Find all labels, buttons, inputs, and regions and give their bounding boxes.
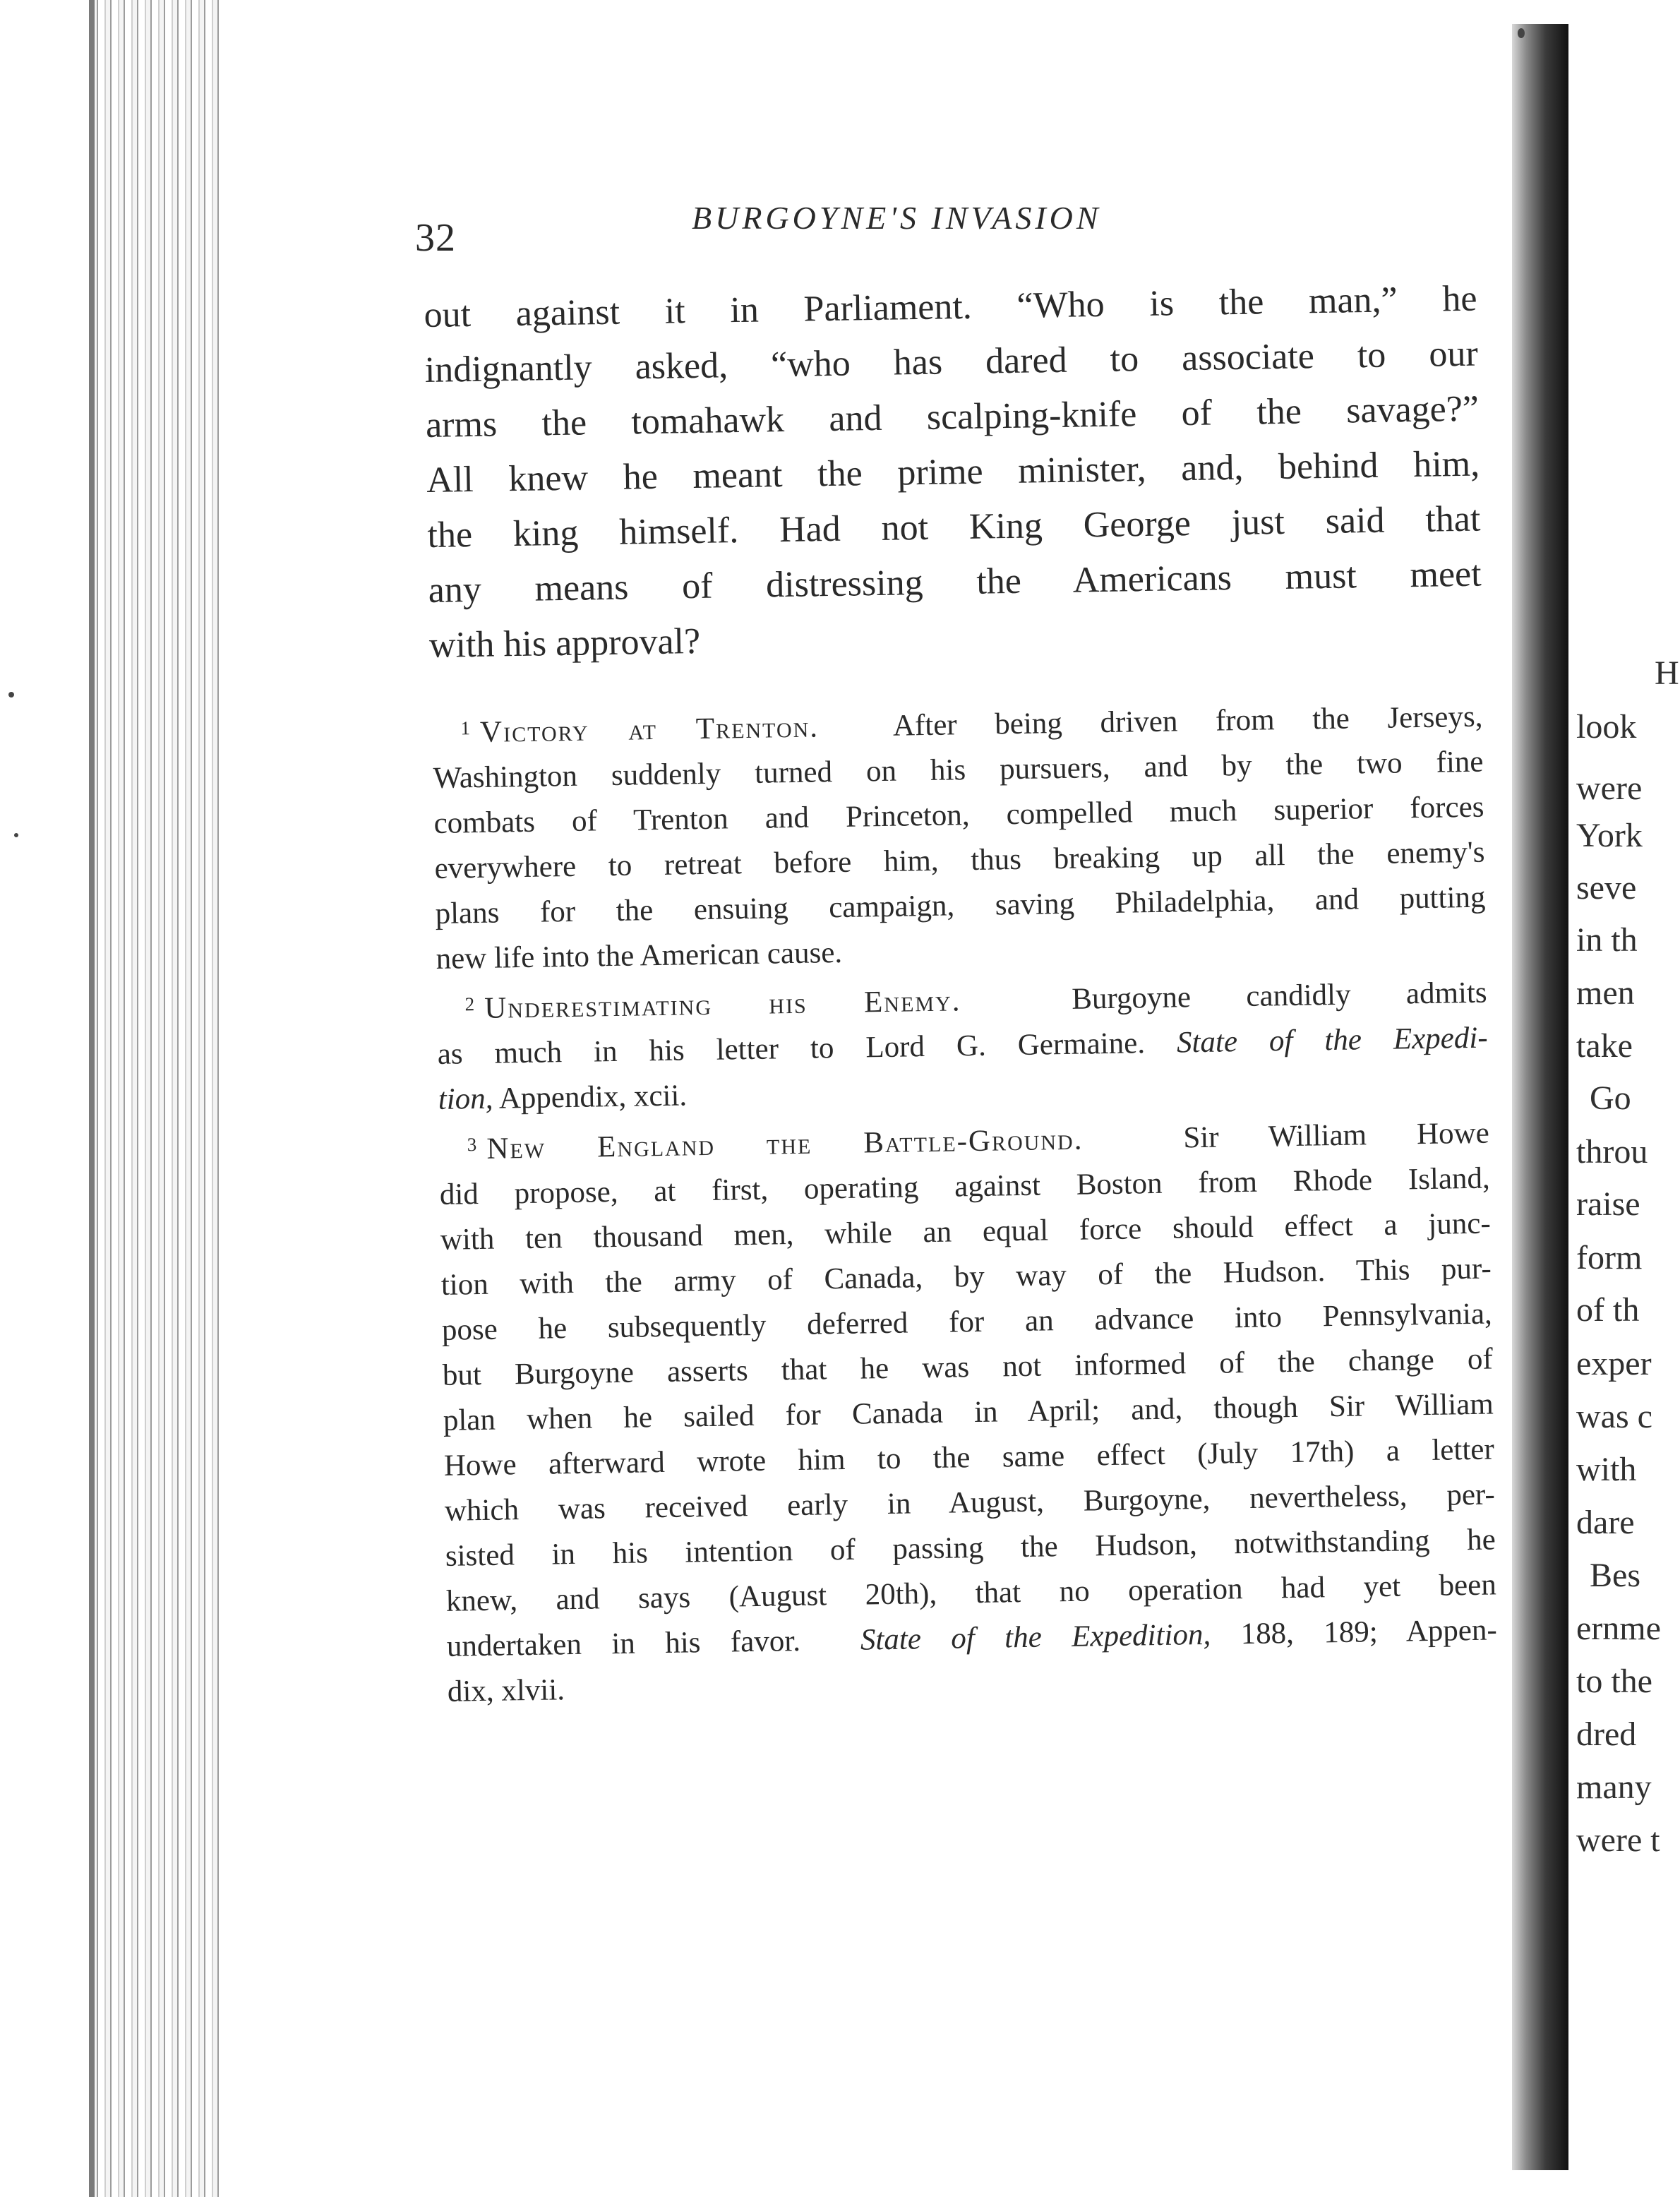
right-page-line: were t: [1576, 1821, 1660, 1859]
footnotes: [432, 690, 1498, 1715]
footnote-line: which was received early in August, Burgoyne, nevertheless, per-: [444, 1478, 1496, 1528]
footnote-line: sisted in his intention of passing the Hudson, notwithstanding he: [445, 1523, 1496, 1573]
footnote-marker: 3: [467, 1134, 477, 1156]
footnote-3: [438, 1106, 1498, 1715]
right-page-line: form: [1576, 1239, 1643, 1276]
footnote-heading: Underestimating his Enemy.: [484, 984, 961, 1025]
page-edge-shadow: [89, 0, 95, 2197]
footnote-line: combats of Trenton and Princeton, compelled much superior forces: [433, 790, 1484, 840]
scan-speck: [1518, 28, 1525, 38]
footnote-marker: 1: [460, 717, 471, 739]
body-line: All knew he meant the prime minister, and, behind him,: [426, 443, 1480, 501]
scan-speck: [8, 692, 14, 698]
footnote-line: plan when he sailed for Canada in April; and, though Sir William: [443, 1387, 1494, 1437]
right-page-fragment: [1568, 0, 1680, 2197]
right-page-line: York: [1576, 817, 1643, 854]
footnote-citation: State of the Expedition,: [860, 1617, 1211, 1657]
right-page-line: in th: [1576, 921, 1638, 959]
body-line: arms the tomahawk and scalping-knife of the savage?”: [425, 388, 1480, 445]
footnote-line: plans for the ensuing campaign, saving Philadelphia, and putting: [435, 880, 1486, 930]
footnote-line: with ten thousand men, while an equal force should effect a junc-: [440, 1207, 1492, 1257]
footnote-line: tion with the army of Canada, by way of the Hudson. This pur-: [440, 1252, 1492, 1302]
right-page-line: Bes: [1590, 1557, 1640, 1594]
right-page-line: raise: [1576, 1185, 1640, 1223]
body-line: out against it in Parliament. “Who is the man,” he: [424, 278, 1477, 335]
body-line: with his approval?: [428, 621, 701, 666]
right-page-line: many: [1576, 1768, 1652, 1806]
right-page-line: men: [1576, 974, 1635, 1012]
footnote-text: Appendix, xcii.: [498, 1079, 688, 1115]
page-edges: [85, 0, 222, 2197]
footnote-marker: 2: [464, 993, 475, 1015]
body-line: the king himself. Had not King George just said that: [427, 498, 1481, 556]
footnote-line: new life into the American cause.: [436, 935, 843, 976]
footnote-2: [436, 966, 1489, 1123]
body-line: any means of distressing the Americans must meet: [428, 553, 1482, 611]
right-page-line: dred: [1576, 1716, 1637, 1753]
footnote-line: everywhere to retreat before him, thus breaking up all the enemy's: [434, 835, 1485, 885]
footnote-line: did propose, at first, operating against Boston from Rhode Island,: [439, 1161, 1491, 1211]
right-page-line: look: [1576, 708, 1637, 746]
book-gutter-shadow: [1512, 24, 1568, 2170]
footnote-text: undertaken in his favor.: [446, 1624, 801, 1663]
right-page-line: was c: [1576, 1398, 1652, 1435]
footnote-1: [432, 690, 1487, 982]
footnote-text: Burgoyne candidly admits: [1071, 976, 1487, 1016]
page-number: 32: [415, 216, 456, 260]
body-paragraph: [424, 272, 1482, 674]
footnote-text: 188, 189; Appen-: [1240, 1613, 1498, 1651]
footnote-line: Washington suddenly turned on his pursuers, and by the two fine: [433, 745, 1484, 795]
footnote-line: Howe afterward wrote him to the same effect (July 17th) a letter: [443, 1432, 1495, 1483]
footnote-line: pose he subsequently deferred for an advance into Pennsylvania,: [441, 1297, 1493, 1347]
right-page-line: dare: [1576, 1504, 1635, 1541]
scan-speck: [14, 833, 18, 837]
footnote-line: knew, and says (August 20th), that no operation had yet been: [445, 1568, 1497, 1618]
footnote-text: Sir William Howe: [1183, 1116, 1490, 1155]
footnote-heading: Victory at Trenton.: [479, 710, 820, 749]
right-page-line: seve: [1576, 869, 1637, 906]
right-page-line: ernme: [1576, 1610, 1661, 1647]
footnote-citation: State of the Expedi-: [1176, 1021, 1488, 1060]
footnote-line: but Burgoyne asserts that he was not informed of the change of: [442, 1342, 1494, 1392]
right-page-line: were: [1576, 770, 1643, 807]
right-page-line: throu: [1576, 1133, 1648, 1171]
footnote-citation: tion,: [438, 1082, 493, 1116]
body-line: indignantly asked, “who has dared to associate to our: [424, 333, 1479, 390]
right-page-line: Go: [1590, 1079, 1631, 1117]
right-page-line: of th: [1576, 1291, 1640, 1329]
right-page-line: to the: [1576, 1663, 1652, 1700]
footnote-heading: New England the Battle-Ground.: [486, 1123, 1084, 1166]
right-page-line: take: [1576, 1027, 1633, 1065]
footnote-text: as much in his letter to Lord G. Germaine.: [437, 1026, 1146, 1071]
footnote-text: After being driven from the Jerseys,: [892, 700, 1483, 743]
running-head: BURGOYNE'S INVASION: [692, 200, 1102, 236]
right-page-line: H: [1655, 654, 1679, 692]
right-page-line: with: [1576, 1451, 1637, 1488]
right-page-line: exper: [1576, 1345, 1652, 1382]
footnote-line: dix, xlvii.: [447, 1673, 565, 1708]
